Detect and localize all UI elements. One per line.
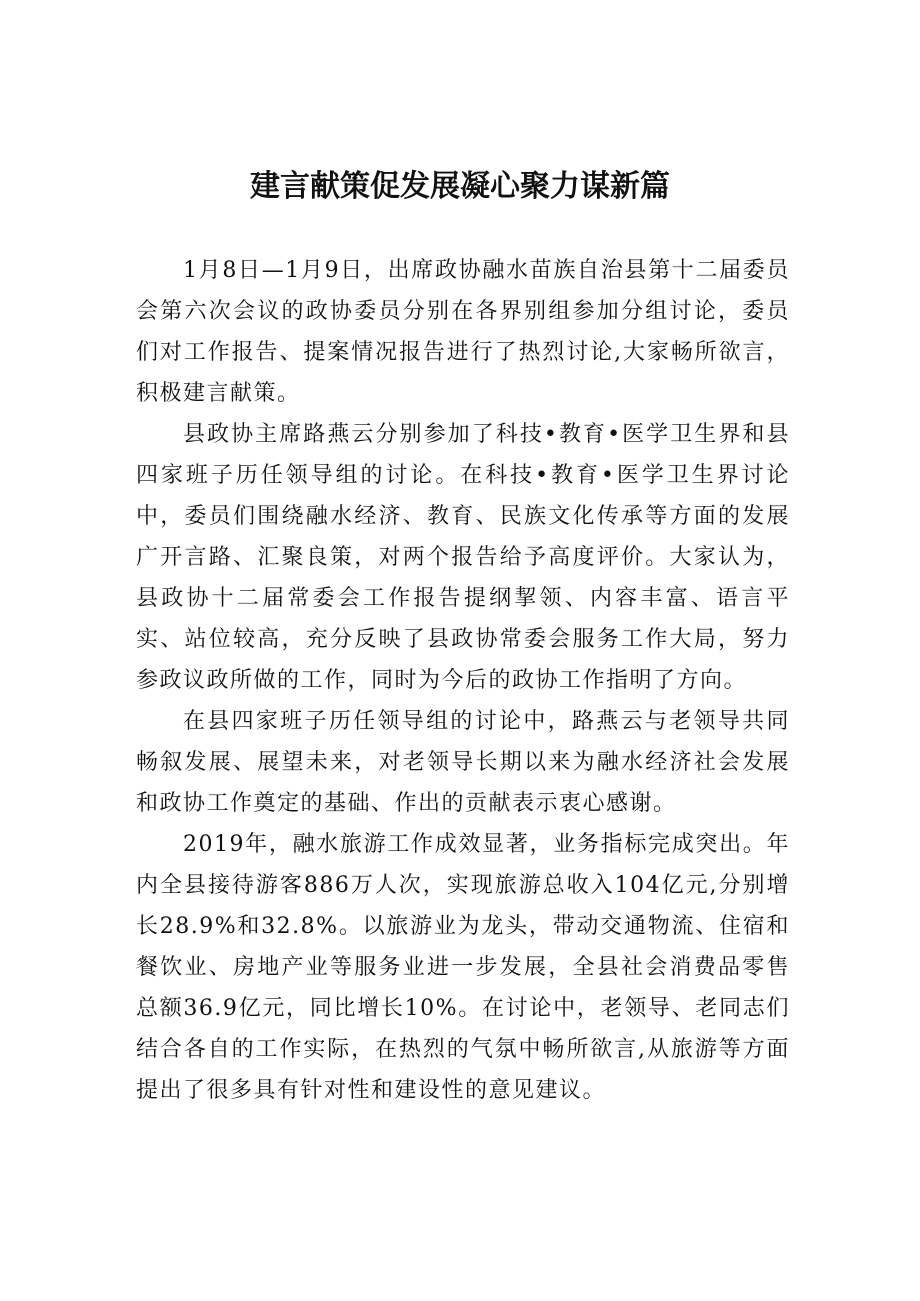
document-title: 建言献策促发展凝心聚力谋新篇 [250, 169, 670, 204]
paragraph-2: 县政协主席路燕云分别参加了科技•教育•医学卫生界和县四家班子历任领导组的讨论。在科技•教育•医学卫生界讨论中，委员们围绕融水经济、教育、民族文化传承等方面的发展广开言路、汇聚良策，对两个报告给予高度评价。大家认为，县政协十二届常委会工作报告提纲挈领、内容丰富、语言平实、站位较高，充分反映了县政协常委会服务工作大局，努力参政议政所做的工作，同时为今后的政协工作指明了方向。 [136, 422, 790, 693]
paragraph-4: 2019年，融水旅游工作成效显著，业务指标完成突出。年内全县接待游客886万人次，实现旅游总收入104亿元,分别增长28.9%和32.8%。以旅游业为龙头，带动交通物流、住宿和餐饮业、房地产业等服务业进一步发展，全县社会消费品零售总额36.9亿元，同比增长10%。在讨论中，老领导、老同志们结合各自的工作实际，在热烈的气氛中畅所欲言,从旅游等方面提出了很多具有针对性和建设性的意见建议。 [136, 832, 790, 1103]
document-body [136, 250, 790, 1111]
paragraph-1: 1月8日—1月9日，出席政协融水苗族自治县第十二届委员会第六次会议的政协委员分别在各界别组参加分组讨论，委员们对工作报告、提案情况报告进行了热烈讨论,大家畅所欲言，积极建言献策。 [136, 258, 790, 406]
paragraph-3: 在县四家班子历任领导组的讨论中，路燕云与老领导共同畅叙发展、展望未来，对老领导长期以来为融水经济社会发展和政协工作奠定的基础、作出的贡献表示衷心感谢。 [136, 709, 790, 816]
